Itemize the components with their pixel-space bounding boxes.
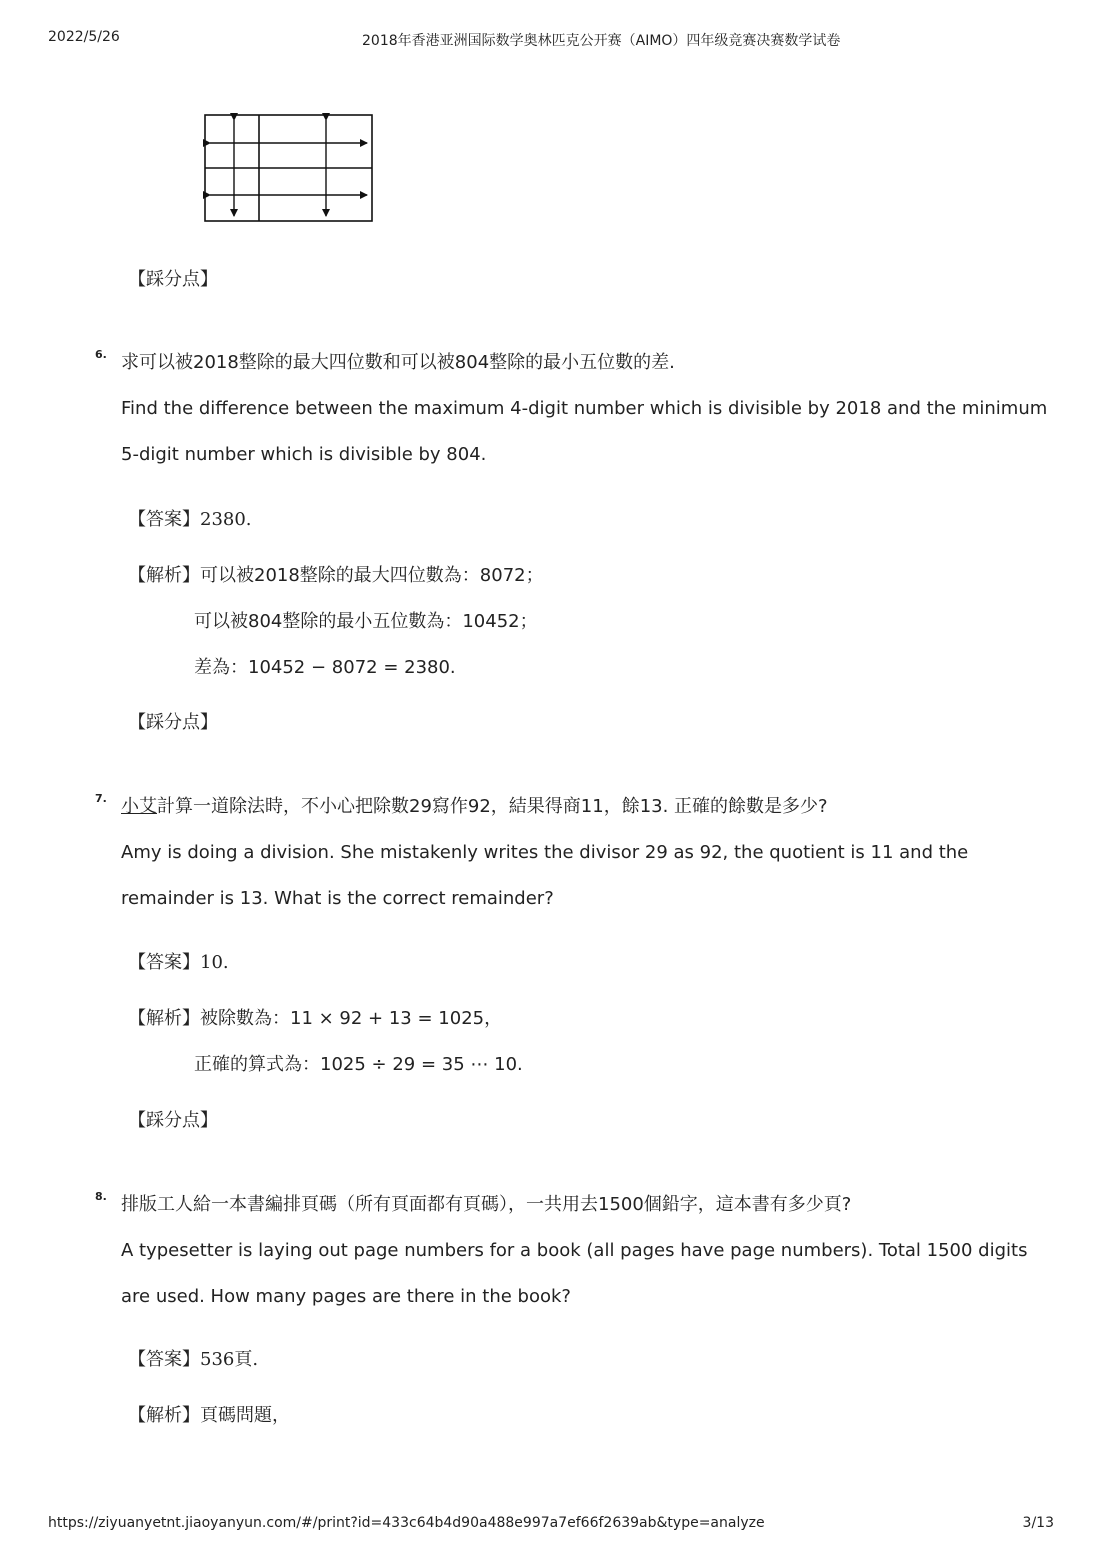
question-number: 8.	[95, 1190, 107, 1203]
document-title: 2018年香港亚洲国际数学奥林匹克公开赛（AIMO）四年级竞赛决赛数学试卷	[362, 33, 841, 49]
answer-value: 536頁.	[200, 1349, 259, 1370]
analysis-line: 正確的算式為：1025 ÷ 29 = 35 ⋯ 10.	[194, 1054, 523, 1075]
answer-row	[128, 1347, 258, 1373]
answer-value: 2380.	[200, 509, 252, 530]
score-points-label: 【踩分点】	[128, 712, 218, 733]
question-text-zh	[121, 794, 828, 820]
analysis-line: 被除數為：11 × 92 + 13 = 1025，	[200, 1008, 503, 1029]
analysis-line: 差為：10452 − 8072 = 2380.	[194, 657, 456, 678]
analysis-label: 【解析】	[128, 565, 200, 586]
source-url: https://ziyuanyetnt.jiaoyanyun.com/#/print?id=433c64b4d90a488e997a7ef66f2639ab&type=analyze	[48, 1515, 765, 1531]
analysis-label: 【解析】	[128, 1008, 200, 1029]
page-number: 3/13	[1022, 1515, 1054, 1531]
analysis-line: 可以被2018整除的最大四位數為：8072；	[200, 565, 544, 586]
answer-label: 【答案】	[128, 509, 200, 530]
answer-label: 【答案】	[128, 952, 200, 973]
question-text-zh: 求可以被2018整除的最大四位數和可以被804整除的最小五位數的差.	[121, 352, 675, 373]
analysis-line: 可以被804整除的最小五位數為：10452；	[194, 611, 538, 632]
answer-row	[128, 950, 229, 976]
answer-value: 10.	[200, 952, 229, 973]
question-text-en: 5-digit number which is divisible by 804.	[121, 444, 487, 465]
question-text-en: are used. How many pages are there in the book?	[121, 1286, 571, 1307]
question-text-zh: 排版工人給一本書編排頁碼（所有頁面都有頁碼），一共用去1500個鉛字，這本書有多少頁?	[121, 1194, 852, 1215]
question-number: 7.	[95, 792, 107, 805]
question-text-zh-body: 計算一道除法時，不小心把除數29寫作92，結果得商11，餘13. 正確的餘數是多少?	[157, 796, 828, 817]
score-points-label: 【踩分点】	[128, 269, 218, 290]
grid-arrows-figure	[198, 108, 378, 228]
analysis-row	[128, 1403, 290, 1429]
analysis-row	[128, 1006, 502, 1032]
score-points-label: 【踩分点】	[128, 1110, 218, 1131]
question-text-en: A typesetter is laying out page numbers for a book (all pages have page numbers). Total 1500 digits	[121, 1240, 1028, 1261]
answer-label: 【答案】	[128, 1349, 200, 1370]
answer-row	[128, 507, 252, 533]
analysis-row	[128, 563, 544, 589]
person-name: 小艾	[121, 796, 157, 817]
question-text-en: Amy is doing a division. She mistakenly writes the divisor 29 as 92, the quotient is 11 and the	[121, 842, 969, 863]
print-date: 2022/5/26	[48, 29, 120, 45]
analysis-line: 頁碼問題，	[200, 1405, 290, 1426]
question-text-en: Find the difference between the maximum 4-digit number which is divisible by 2018 and the minimum	[121, 398, 1048, 419]
question-text-en: remainder is 13. What is the correct remainder?	[121, 888, 554, 909]
question-number: 6.	[95, 348, 107, 361]
analysis-label: 【解析】	[128, 1405, 200, 1426]
